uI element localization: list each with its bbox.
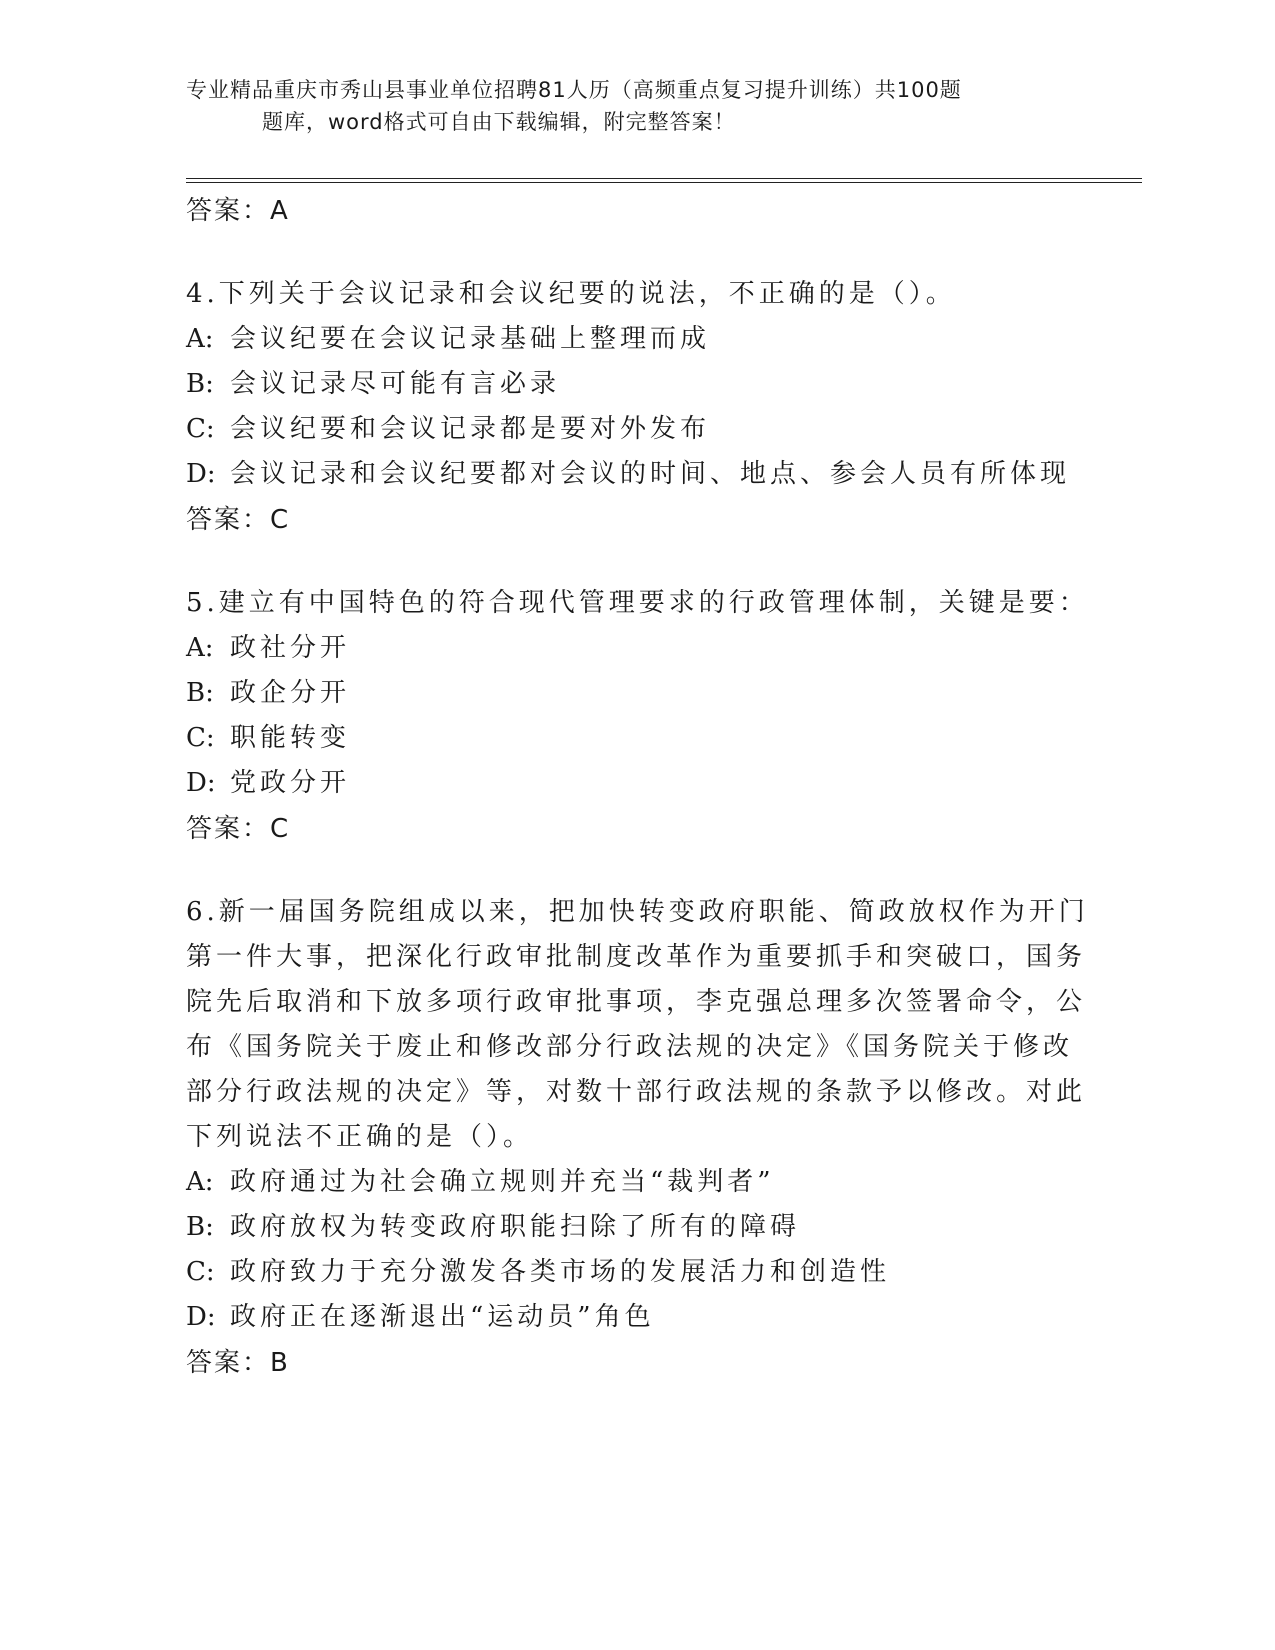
option-c [186, 407, 1066, 452]
header-divider-top [186, 178, 1142, 179]
question-text-line: 院先后取消和下放多项行政审批事项，李克强总理多次签署命令，公 [186, 987, 1087, 1017]
option-text: 会议纪要在会议记录基础上整理而成 [230, 324, 711, 354]
option-text: 政府正在逐渐退出“运动员”角色 [230, 1302, 655, 1332]
option-d [186, 1295, 1066, 1340]
option-b [186, 1205, 1066, 1250]
answer-line: 答案：C [186, 814, 291, 844]
option-c [186, 716, 1066, 761]
option-key: B: [186, 369, 214, 399]
answer-line: 答案：A [186, 196, 290, 226]
header-divider-bottom [186, 182, 1142, 183]
option-d [186, 761, 1066, 806]
answer-line: 答案：B [186, 1348, 290, 1378]
option-key: A: [186, 324, 214, 354]
option-b [186, 362, 1066, 407]
option-b [186, 671, 1066, 716]
option-d [186, 452, 1071, 497]
option-key: A: [186, 633, 214, 663]
option-key: C: [186, 723, 215, 753]
option-text: 政企分开 [230, 678, 351, 708]
question-text-line: 下列说法不正确的是（）。 [186, 1122, 534, 1152]
option-a [186, 1160, 1066, 1205]
question-text-line: 部分行政法规的决定》等，对数十部行政法规的条款予以修改。对此 [186, 1077, 1087, 1107]
question-block [186, 272, 1071, 543]
option-text: 会议记录尽可能有言必录 [230, 369, 561, 399]
header-title-line2: 题库，word格式可自由下载编辑，附完整答案！ [262, 110, 736, 134]
document-body [186, 188, 1089, 1386]
option-key: D: [186, 459, 216, 489]
question-block [186, 890, 1089, 1386]
question-text: 4.下列关于会议记录和会议纪要的说法，不正确的是（）。 [186, 279, 956, 309]
option-key: D: [186, 768, 216, 798]
question-text-line: 第一件大事，把深化行政审批制度改革作为重要抓手和突破口，国务 [186, 942, 1087, 972]
option-key: C: [186, 1257, 215, 1287]
option-key: B: [186, 678, 214, 708]
option-key: C: [186, 414, 215, 444]
question-text-line: 布《国务院关于废止和修改部分行政法规的决定》《国务院关于修改 [186, 1032, 1074, 1062]
question-text: 5.建立有中国特色的符合现代管理要求的行政管理体制，关键是要： [186, 588, 1089, 618]
option-c [186, 1250, 1066, 1295]
option-text: 政社分开 [230, 633, 351, 663]
option-text: 党政分开 [230, 768, 351, 798]
page-header [186, 74, 1066, 138]
question-block [186, 581, 1089, 852]
option-a [186, 626, 1066, 671]
answer-line: 答案：C [186, 505, 291, 535]
option-text: 政府致力于充分激发各类市场的发展活力和创造性 [230, 1257, 891, 1287]
question-text-line: 6.新一届国务院组成以来，把加快转变政府职能、简政放权作为开门 [186, 897, 1089, 927]
option-text: 会议记录和会议纪要都对会议的时间、地点、参会人员有所体现 [230, 459, 1071, 489]
option-text: 政府放权为转变政府职能扫除了所有的障碍 [230, 1212, 801, 1242]
option-text: 会议纪要和会议记录都是要对外发布 [230, 414, 711, 444]
option-text: 职能转变 [230, 723, 351, 753]
header-title-line1: 专业精品重庆市秀山县事业单位招聘81人历（高频重点复习提升训练）共100题 [186, 78, 962, 102]
option-key: D: [186, 1302, 216, 1332]
option-key: B: [186, 1212, 214, 1242]
option-text: 政府通过为社会确立规则并充当“裁判者” [230, 1167, 775, 1197]
option-a [186, 317, 1066, 362]
option-key: A: [186, 1167, 214, 1197]
